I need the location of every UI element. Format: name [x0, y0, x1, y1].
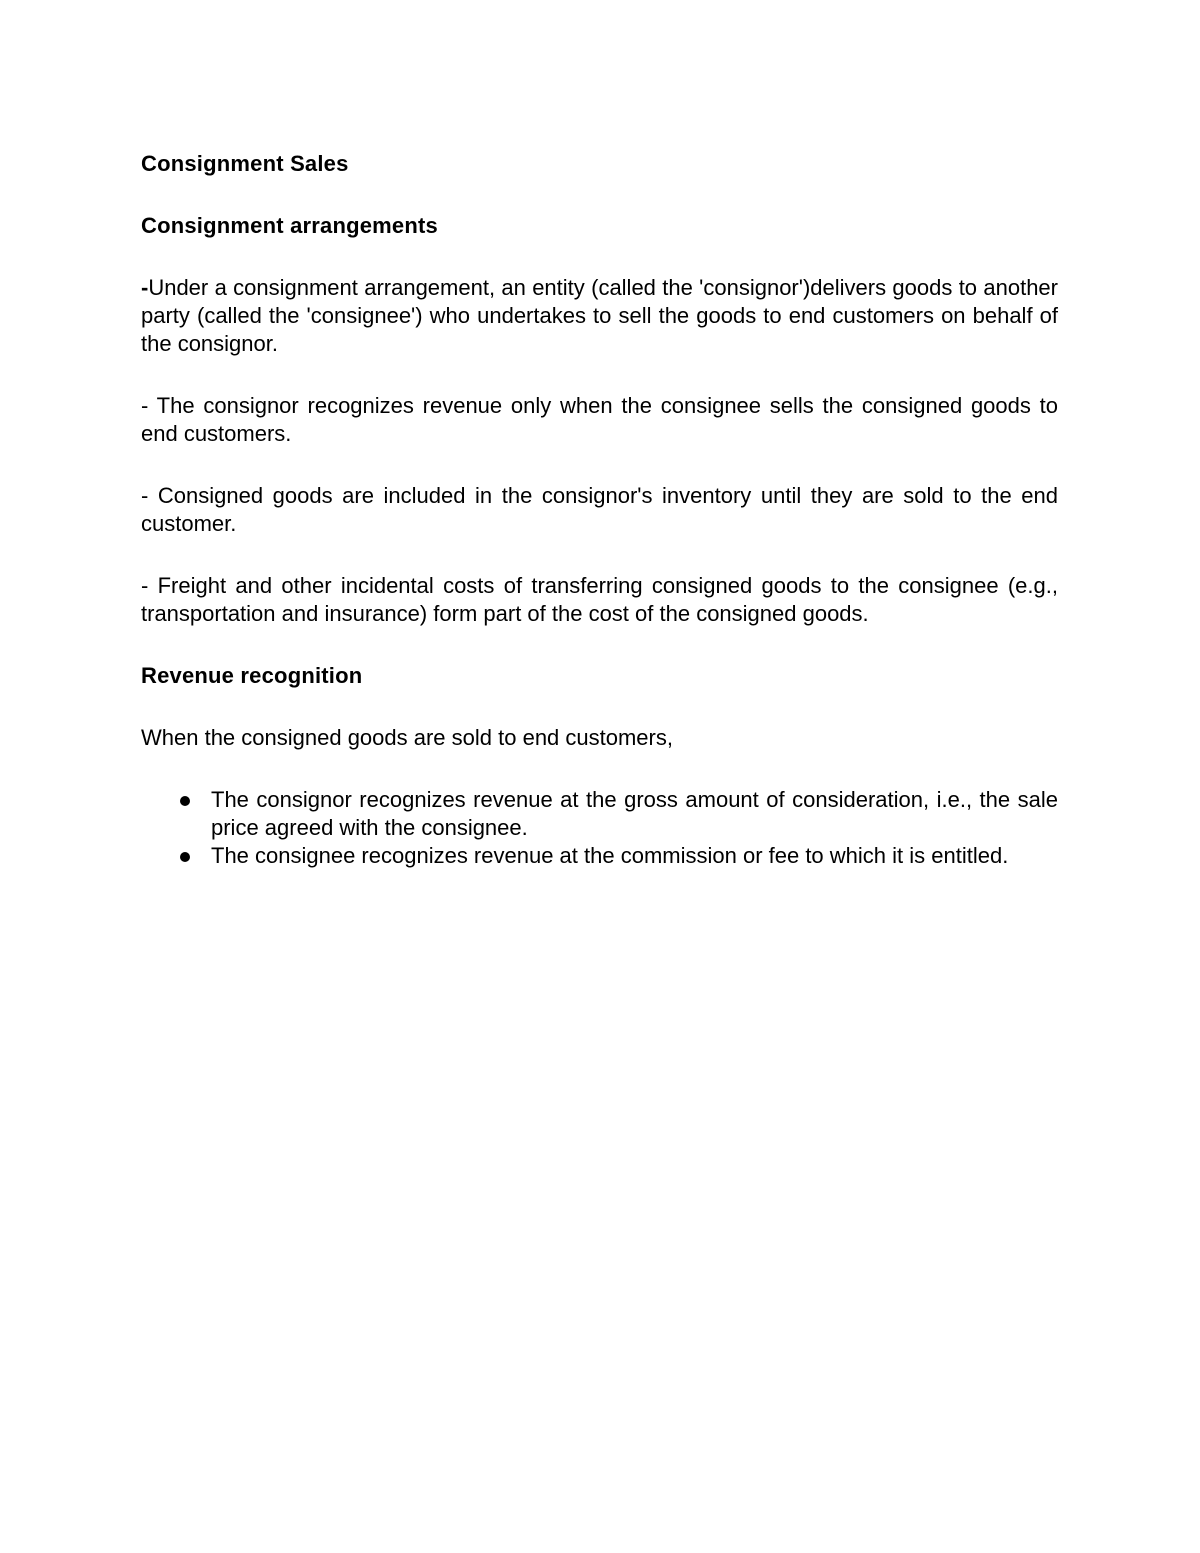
document-title: Consignment Sales [141, 151, 349, 176]
paragraph-arrangement-definition [141, 274, 1058, 358]
list-item-text: The consignee recognizes revenue at the commission or fee to which it is entitled. [211, 843, 1009, 868]
paragraph-consignor-revenue: - The consignor recognizes revenue only when the consignee sells the consigned goods to end customers. [141, 393, 1058, 446]
paragraph-dash: - [141, 275, 149, 300]
bullet-icon [180, 796, 190, 806]
list-item-text: The consignor recognizes revenue at the gross amount of consideration, i.e., the sale price agreed with the consignee. [211, 787, 1058, 840]
section-heading-revenue: Revenue recognition [141, 663, 363, 688]
document-page [141, 150, 1058, 870]
bullet-icon [180, 852, 190, 862]
paragraph-text: Under a consignment arrangement, an entity (called the 'consignor')delivers goods to another party (called the 'consignee') who undertakes to sell the goods to end customers on behalf of the consignor. [141, 275, 1058, 356]
paragraph-freight-costs: - Freight and other incidental costs of transferring consigned goods to the consignee (e.g., transportation and insurance) form part of the cost of the consigned goods. [141, 573, 1058, 626]
paragraph-revenue-intro: When the consigned goods are sold to end customers, [141, 725, 673, 750]
paragraph-inventory: - Consigned goods are included in the consignor's inventory until they are sold to the end customer. [141, 483, 1058, 536]
section-heading-arrangements: Consignment arrangements [141, 213, 438, 238]
list-item [141, 842, 1058, 870]
bullet-list [141, 786, 1058, 870]
list-item [141, 786, 1058, 842]
